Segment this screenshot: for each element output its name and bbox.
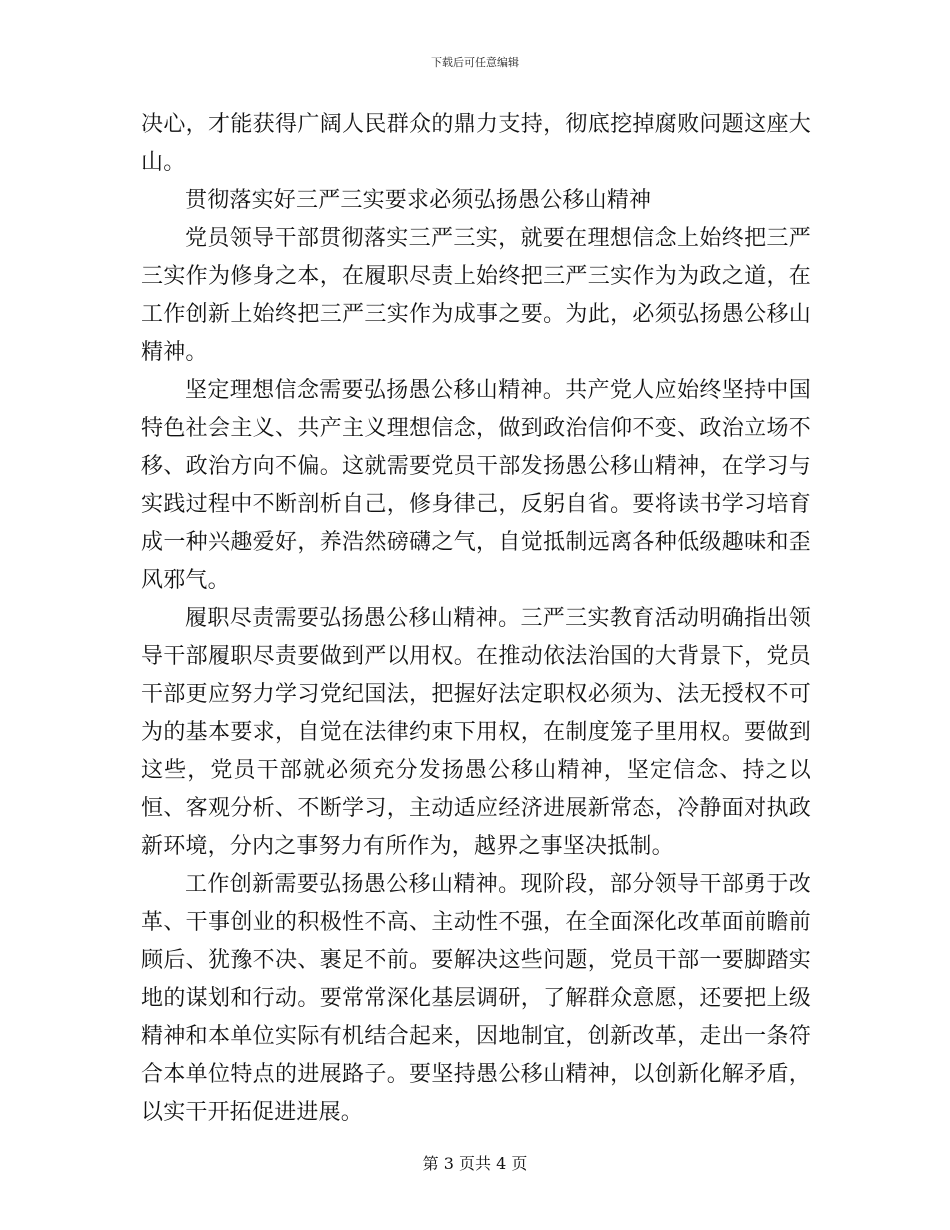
paragraph-2: 党员领导干部贯彻落实三严三实，就要在理想信念上始终把三严三实作为修身之本，在履职尽责上始终把三严三实作为为政之道，在工作创新上始终把三严三实作为成事之要。为此，必须弘扬愚公移山精神。 xyxy=(141,226,811,365)
paragraph-4: 履职尽责需要弘扬愚公移山精神。三严三实教育活动明确指出领导干部履职尽责要做到严以用权。在推动依法治国的大背景下，党员干部更应努力学习党纪国法，把握好法定职权必须为、法无授权不可为的基本要求，自觉在法律约束下用权，在制度笼子里用权。要做到这些，党员干部就必须充分发扬愚公移山精神，坚定信念、持之以恒、客观分析、不断学习，主动适应经济进展新常态，冷静面对执政新环境，分内之事努力有所作为，越界之事坚决抵制。 xyxy=(141,606,811,859)
paragraph-5: 工作创新需要弘扬愚公移山精神。现阶段，部分领导干部勇于改革、干事创业的积极性不高、主动性不强，在全面深化改革面前瞻前顾后、犹豫不决、裹足不前。要解决这些问题，党员干部一要脚踏实地的谋划和行动。要常常深化基层调研，了解群众意愿，还要把上级精神和本单位实际有机结合起来，因地制宜，创新改革，走出一条符合本单位特点的进展路子。要坚持愚公移山精神，以创新化解矛盾，以实干开拓促进进展。 xyxy=(141,872,811,1125)
header-note: 下载后可任意编辑 xyxy=(431,56,519,69)
paragraph-1: 决心，才能获得广阔人民群众的鼎力支持，彻底挖掉腐败问题这座大山。 xyxy=(141,112,811,175)
section-heading: 贯彻落实好三严三实要求必须弘扬愚公移山精神 xyxy=(185,188,652,213)
paragraph-3: 坚定理想信念需要弘扬愚公移山精神。共产党人应始终坚持中国特色社会主义、共产主义理想信念，做到政治信仰不变、政治立场不移、政治方向不偏。这就需要党员干部发扬愚公移山精神，在学习与实践过程中不断剖析自己，修身律己，反躬自省。要将读书学习培育成一种兴趣爱好，养浩然磅礴之气，自觉抵制远离各种低级趣味和歪风邪气。 xyxy=(141,378,811,593)
page-number: 第 3 页共 4 页 xyxy=(422,1154,528,1173)
document-body xyxy=(141,106,811,1132)
